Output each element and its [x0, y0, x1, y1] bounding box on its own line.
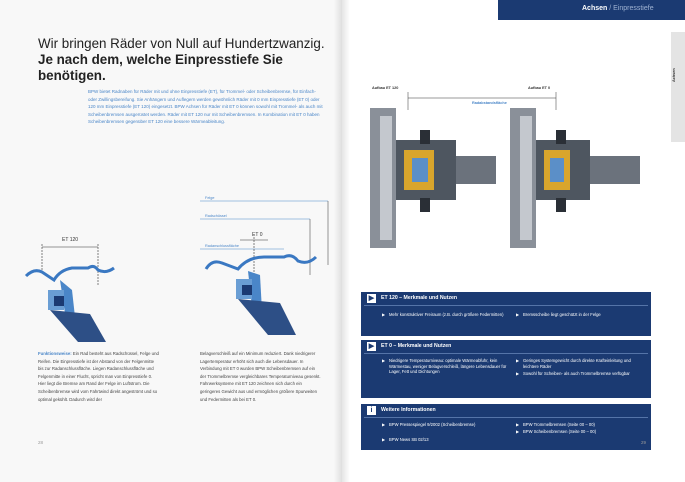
text-column-1	[38, 350, 160, 403]
link-item[interactable]: ▶ BPW Trommelbremsen (Seite 00 – 00)	[516, 422, 595, 427]
page-number-right: 29	[641, 440, 647, 445]
box-divider	[364, 353, 648, 354]
et120-rim-diagram	[20, 230, 180, 348]
header-subsection: / Einpresstiefe	[607, 5, 654, 12]
box-bullet-icon: ▶	[368, 343, 375, 350]
headline	[38, 36, 328, 84]
et120-label: ET 120	[62, 237, 79, 243]
left-page	[0, 0, 342, 482]
side-tab-label: Achsen	[672, 68, 676, 82]
info-box-et0	[361, 340, 651, 398]
headline-line-1: Wir bringen Räder von Null auf Hundertzwanzig.	[38, 36, 325, 51]
wheel-label-et0: Aufbau ET 0	[528, 86, 551, 90]
label-felge: Felge	[205, 196, 215, 200]
intro-paragraph: BPW bietet Radnaben für Räder mit und ohne Einpresstiefe (ET), für Trommel- oder Scheibenbremse, für Einfach- oder Zwillingsbereifung. Sie Anhängern und Auflegern werden gewöhnlich Räder mit 0 mm Einpresstiefe (ET 0) oder 120 mm Einpresstiefe (ET 120) eingesetzt. BPW Achsen für Räder mit ET 0 können sowohl mit Trommel- als auch mit Scheibenbremsen ausgerüstet werden. Räder mit ET 120 nur mit Scheibenbremsen. In Kombination mit ET 0 haben Scheibenbremsen gegenüber ET 120 eine bessere Wärmeableitung.	[88, 89, 323, 125]
col1-body: Ein Rad besteht aus Radschüssel, Felge und Reifen. Die Einpresstiefe ist der Abstand von der Felgenmitte bis zur Radanschlussfläche. Liegen Radanschlussfläche und Felgenmitte in einer Flucht, spricht man von Einpresstiefe 0. Hier liegt die Bremse am Rand der Felge im Luftstrom. Die Scheibenbremse wird vom Fahrtwind direkt angeströmt und so optimal gekühlt. Dadurch wird der	[38, 351, 159, 402]
info-box-et120	[361, 292, 651, 336]
link-item[interactable]: ▶ BPW News SB 02/13	[382, 437, 429, 442]
dimension-label: Radabstandsfläche	[472, 101, 507, 105]
list-item: ▶ Niedrigere Temperaturniveau: optimale Wärmeabfuhr, kein Wärmestau, weniger Belagverschleiß, längere Lebensdauer für Lager, Fett und Dichtungen	[382, 358, 507, 375]
col1-keyword: Funktionsweise:	[38, 351, 72, 356]
book-gutter	[334, 0, 350, 482]
box-title: ET 120 – Merkmale und Nutzen	[381, 295, 458, 301]
list-item: ▶ Mehr konstruktiver Freiraum (z.B. durch größere Federmitten)	[382, 312, 504, 317]
wheel-label-et120: Aufbau ET 120	[372, 86, 399, 90]
box-divider	[364, 417, 648, 418]
chapter-side-tab	[671, 32, 685, 142]
list-item: ▶ Geringes Systemgewicht durch direkte Krafteinleitung und leichtere Räder	[516, 358, 631, 369]
text-column-2: Belagverschleiß auf ein Minimum reduziert. Dank niedrigerer Lagertemperatur erhöht sich auch die Lebensdauer. In Verbindung mit ET 0 wurden BPW Scheibenbremsen auf ein der Trommelbremse vergleichbares Temperaturniveau gesenkt. Fahrwerksysteme mit ET 120 zeichnen sich durch ein geringeres Gewicht aus und ermöglichen größere Spurweiten und Federmitten als bei ET 0.	[200, 351, 321, 402]
header-section: Achsen	[582, 5, 608, 12]
et0-label: ET 0	[252, 232, 263, 238]
box-title: ET 0 – Merkmale und Nutzen	[381, 343, 452, 349]
list-item: ▶ Sowohl für Scheiben- als auch Trommelbremse verfügbar	[516, 371, 630, 376]
label-radschuessel: Radschüssel	[205, 214, 227, 218]
section-header-bar	[498, 0, 685, 20]
list-item: ▶ Bremsscheibe liegt geschützt in der Felge	[516, 312, 601, 317]
box-title: Weitere Informationen	[381, 407, 436, 413]
info-icon: i	[367, 406, 376, 415]
link-item[interactable]: ▶ BPW Scheibenbremsen (Seite 00 – 00)	[516, 429, 597, 434]
box-divider	[364, 305, 648, 306]
page-number-left: 28	[38, 440, 44, 445]
wheel-cross-sections	[360, 80, 660, 260]
box-bullet-icon: ▶	[368, 295, 375, 302]
label-radanschlussflaeche: Radanschlussfläche	[205, 244, 239, 248]
link-item[interactable]: ▶ BPW Pressespiegel 9/2002 (Scheibenbremse)	[382, 422, 476, 427]
headline-line-2: Je nach dem, welche Einpresstiefe Sie benötigen.	[38, 52, 283, 83]
info-box-further-info	[361, 404, 651, 450]
